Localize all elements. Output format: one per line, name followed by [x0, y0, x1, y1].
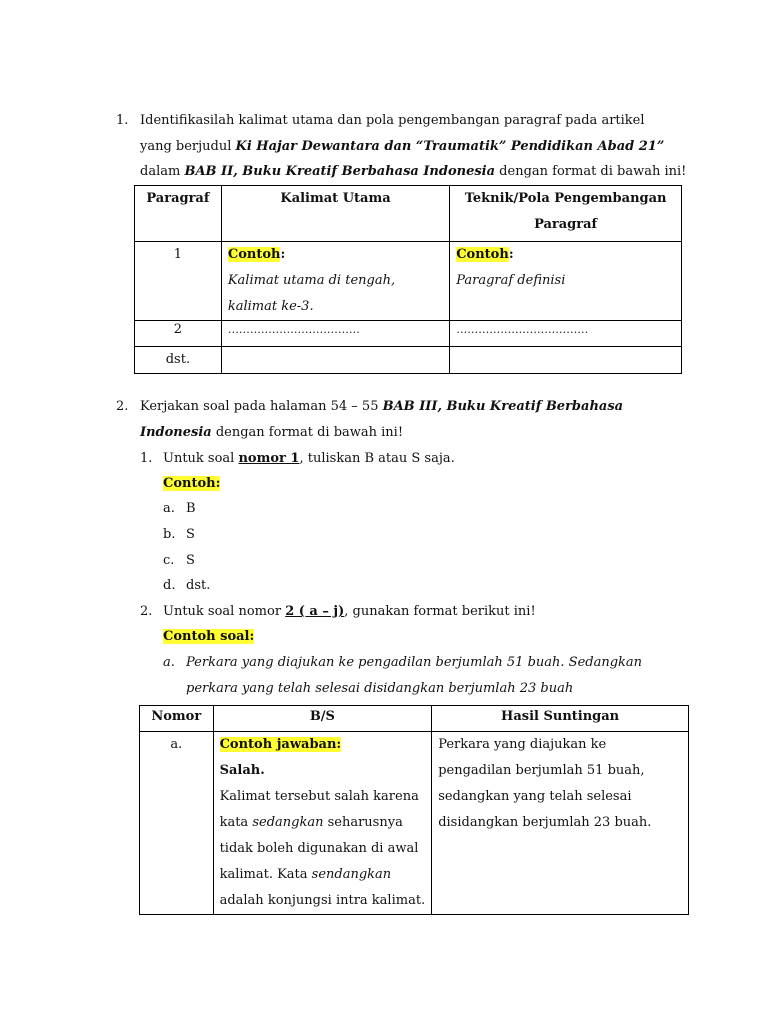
q2-line-2-post: dengan format di bawah ini!	[211, 425, 404, 440]
row-3-teknik	[450, 347, 682, 374]
hasil-line: sedangkan yang telah selesai	[438, 789, 632, 804]
row-2-number: 2	[135, 321, 222, 347]
row-3-kalimat	[221, 347, 449, 374]
explanation-line: kata sedangkan seharusnya	[219, 815, 403, 830]
sub-2-text: Untuk soal nomor 2 ( a – j), gunakan format berikut ini!	[163, 604, 536, 619]
book-reference: BAB II, Buku Kreatif Berbahasa Indonesia	[184, 164, 496, 179]
hasil-line: Perkara yang diajukan ke	[438, 737, 607, 752]
table-row	[135, 242, 682, 321]
list-item: S	[186, 553, 195, 568]
q1-line-3-pre: dalam	[140, 164, 185, 179]
row-1-number: 1	[135, 242, 222, 321]
q2-table	[139, 705, 689, 915]
explanation-line: Kalimat tersebut salah karena	[219, 789, 419, 804]
row-3-number: dst.	[135, 347, 222, 374]
row-1-kalimat: Contoh: Kalimat utama di tengah, kalimat ke-3.	[221, 242, 449, 321]
table-header-row	[140, 706, 689, 732]
header-nomor: Nomor	[140, 706, 214, 732]
header-bs: B/S	[213, 706, 432, 732]
teknik-text: Paragraf definisi	[456, 273, 566, 288]
q1-line-2-text: yang berjudul	[140, 139, 236, 154]
table-row	[135, 321, 682, 347]
list-item: S	[186, 527, 195, 542]
row-2-kalimat: ………………………………	[221, 321, 449, 347]
example-sentence-2: perkara yang telah selesai disidangkan berjumlah 23 buah	[186, 681, 574, 696]
q2-line-1	[140, 399, 623, 414]
list-item: B	[186, 501, 196, 516]
answer-number: a.	[140, 732, 214, 915]
example-letter: a.	[163, 655, 175, 670]
q1-table	[134, 185, 682, 374]
explanation-line: tidak boleh digunakan di awal	[219, 841, 419, 856]
row-1-teknik: Contoh: Paragraf definisi	[450, 242, 682, 321]
hasil-line: pengadilan berjumlah 51 buah,	[438, 763, 645, 778]
row-2-teknik: ………………………………	[450, 321, 682, 347]
q2-book-reference: BAB III, Buku Kreatif Berbahasa	[382, 399, 624, 414]
q1-line-3-post: dengan format di bawah ini!	[495, 164, 687, 179]
sub-2-emphasis: 2 ( a – j)	[285, 604, 345, 619]
table-row	[135, 347, 682, 374]
header-paragraf: Paragraf	[135, 186, 222, 242]
q2-number: 2.	[116, 399, 129, 414]
explanation-line: adalah konjungsi intra kalimat.	[219, 893, 426, 908]
answer-bs	[213, 732, 432, 915]
table-row	[140, 732, 689, 915]
q1-number: 1.	[116, 113, 129, 128]
table-header-row	[135, 186, 682, 242]
list-item: dst.	[186, 578, 211, 593]
contoh-jawaban-label: Contoh jawaban:	[219, 737, 342, 752]
article-title: Ki Hajar Dewantara dan “Traumatik” Pendidikan Abad 21”	[235, 139, 665, 154]
example-label: Contoh	[227, 247, 281, 262]
list-item-letter: c.	[163, 553, 175, 568]
header-kalimat-utama: Kalimat Utama	[221, 186, 449, 242]
list-item-letter: d.	[163, 578, 176, 593]
q1-line-1: Identifikasilah kalimat utama dan pola pengembangan paragraf pada artikel	[140, 113, 645, 128]
answer-hasil	[432, 732, 689, 915]
q1-line-2	[140, 139, 664, 154]
hasil-line: disidangkan berjumlah 23 buah.	[438, 815, 652, 830]
example-sentence-1: Perkara yang diajukan ke pengadilan berjumlah 51 buah. Sedangkan	[186, 655, 643, 670]
example-label: Contoh	[456, 247, 509, 262]
contoh-label: Contoh:	[163, 476, 221, 491]
q2-book-reference-cont: Indonesia	[140, 425, 212, 440]
q2-line-1-pre: Kerjakan soal pada halaman 54 – 55	[140, 399, 383, 414]
q2-line-2	[140, 425, 403, 440]
header-hasil: Hasil Suntingan	[432, 706, 689, 732]
kalimat-text-2: kalimat ke-3.	[227, 299, 314, 314]
sub-1-text: Untuk soal nomor 1, tuliskan B atau S saja.	[163, 451, 455, 466]
contoh-soal-label: Contoh soal:	[163, 629, 255, 644]
list-item-letter: a.	[163, 501, 175, 516]
sub-1-number: 1.	[140, 451, 153, 466]
list-item-letter: b.	[163, 527, 176, 542]
sub-2-number: 2.	[140, 604, 153, 619]
explanation-line: kalimat. Kata sendangkan	[219, 867, 392, 882]
q1-line-3	[140, 164, 686, 179]
sub-1-emphasis: nomor 1	[238, 451, 300, 466]
answer-verdict: Salah.	[219, 763, 265, 778]
header-teknik: Teknik/Pola Pengembangan Paragraf	[450, 186, 682, 242]
kalimat-text-1: Kalimat utama di tengah,	[227, 273, 396, 288]
